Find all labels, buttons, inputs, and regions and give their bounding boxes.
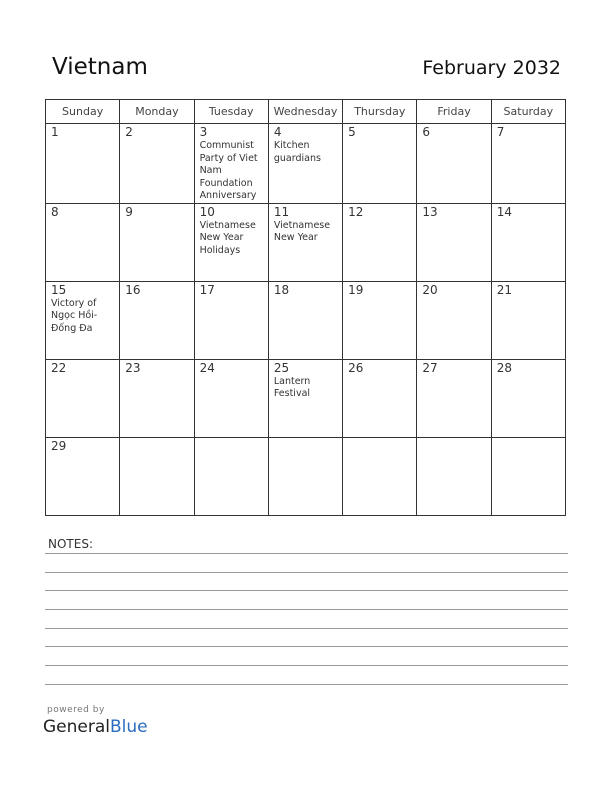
day-cell [194, 281, 268, 359]
day-number: 10 [199, 204, 215, 219]
week-row [46, 437, 566, 515]
day-cell [194, 437, 268, 515]
notes-line [45, 646, 568, 647]
day-cell [120, 281, 194, 359]
day-cell [268, 203, 342, 281]
weekday-header: Thursday [343, 100, 417, 124]
weekday-header: Sunday [46, 100, 120, 124]
notes-line [45, 572, 568, 573]
day-cell [268, 359, 342, 437]
day-number: 15 [51, 282, 67, 297]
day-number: 7 [496, 125, 505, 139]
day-number: 13 [422, 204, 438, 219]
day-cell [120, 124, 194, 204]
weekday-header: Monday [120, 100, 194, 124]
calendar-country-title: Vietnam [52, 54, 148, 80]
notes-line [45, 553, 568, 554]
notes-line [45, 628, 568, 629]
day-number: 9 [125, 204, 133, 219]
notes-line [45, 684, 568, 685]
day-cell [343, 124, 417, 204]
powered-by-text: powered by [47, 705, 105, 715]
brand-general-text: General [43, 717, 110, 737]
day-number: 14 [496, 204, 512, 219]
day-number: 1 [51, 125, 59, 139]
day-number: 26 [348, 360, 364, 375]
day-cell [120, 203, 194, 281]
day-number: 5 [348, 125, 356, 139]
day-number: 23 [125, 360, 141, 375]
holiday-event: Communist Party of Viet Nam Foundation Anniversary [199, 140, 258, 201]
day-number: 17 [199, 282, 215, 297]
day-number: 11 [273, 204, 290, 219]
notes-label: NOTES: [48, 537, 93, 551]
holiday-event: Vietnamese New Year Holidays [199, 219, 256, 256]
day-cell [46, 124, 120, 204]
day-cell [46, 203, 120, 281]
day-number: 27 [422, 360, 438, 375]
day-number: 8 [51, 204, 59, 219]
notes-line [45, 609, 568, 610]
day-cell [46, 281, 120, 359]
day-number: 24 [199, 360, 215, 375]
day-cell [343, 437, 417, 515]
day-cell [46, 437, 120, 515]
day-number: 19 [348, 282, 364, 297]
day-cell [194, 124, 268, 204]
week-row [46, 281, 566, 359]
day-cell [120, 437, 194, 515]
day-number: 6 [422, 125, 431, 139]
holiday-event: Kitchen guardians [273, 140, 321, 164]
day-cell [491, 281, 565, 359]
brand-blue-text: Blue [110, 717, 148, 737]
day-cell [194, 203, 268, 281]
day-number: 16 [125, 282, 141, 297]
day-cell [46, 359, 120, 437]
week-row [46, 359, 566, 437]
day-cell [343, 203, 417, 281]
day-number: 2 [125, 125, 133, 139]
day-cell [491, 359, 565, 437]
weekday-header: Friday [417, 100, 491, 124]
holiday-event: Vietnamese New Year [273, 219, 331, 243]
day-number: 18 [273, 282, 290, 297]
notes-line [45, 665, 568, 666]
day-number: 25 [273, 360, 290, 375]
day-number: 29 [51, 438, 67, 453]
day-cell [417, 203, 491, 281]
holiday-event: Lantern Festival [273, 375, 311, 399]
day-cell [268, 281, 342, 359]
day-cell [343, 359, 417, 437]
day-cell [120, 359, 194, 437]
day-number: 3 [199, 125, 208, 139]
day-number: 28 [496, 360, 512, 375]
day-cell [417, 437, 491, 515]
day-number: 20 [422, 282, 438, 297]
day-number: 21 [496, 282, 512, 297]
week-row [46, 124, 566, 204]
day-cell [194, 359, 268, 437]
calendar-grid [45, 99, 566, 516]
day-cell [268, 437, 342, 515]
weekday-header-row [46, 100, 566, 124]
day-cell [417, 281, 491, 359]
notes-line [45, 590, 568, 591]
day-number: 12 [348, 204, 364, 219]
day-cell [268, 124, 342, 204]
calendar-month-title: February 2032 [422, 57, 561, 79]
day-cell [491, 124, 565, 204]
weekday-header: Tuesday [194, 100, 268, 124]
day-cell [417, 359, 491, 437]
day-cell [491, 203, 565, 281]
day-number: 22 [51, 360, 67, 375]
holiday-event: Victory of Ngọc Hồi-Đống Đa [51, 297, 98, 334]
weekday-header: Saturday [491, 100, 565, 124]
day-cell [417, 124, 491, 204]
day-cell [491, 437, 565, 515]
day-number: 4 [273, 125, 282, 139]
weekday-header: Wednesday [268, 100, 342, 124]
week-row [46, 203, 566, 281]
day-cell [343, 281, 417, 359]
generalblue-logo[interactable] [43, 717, 148, 737]
